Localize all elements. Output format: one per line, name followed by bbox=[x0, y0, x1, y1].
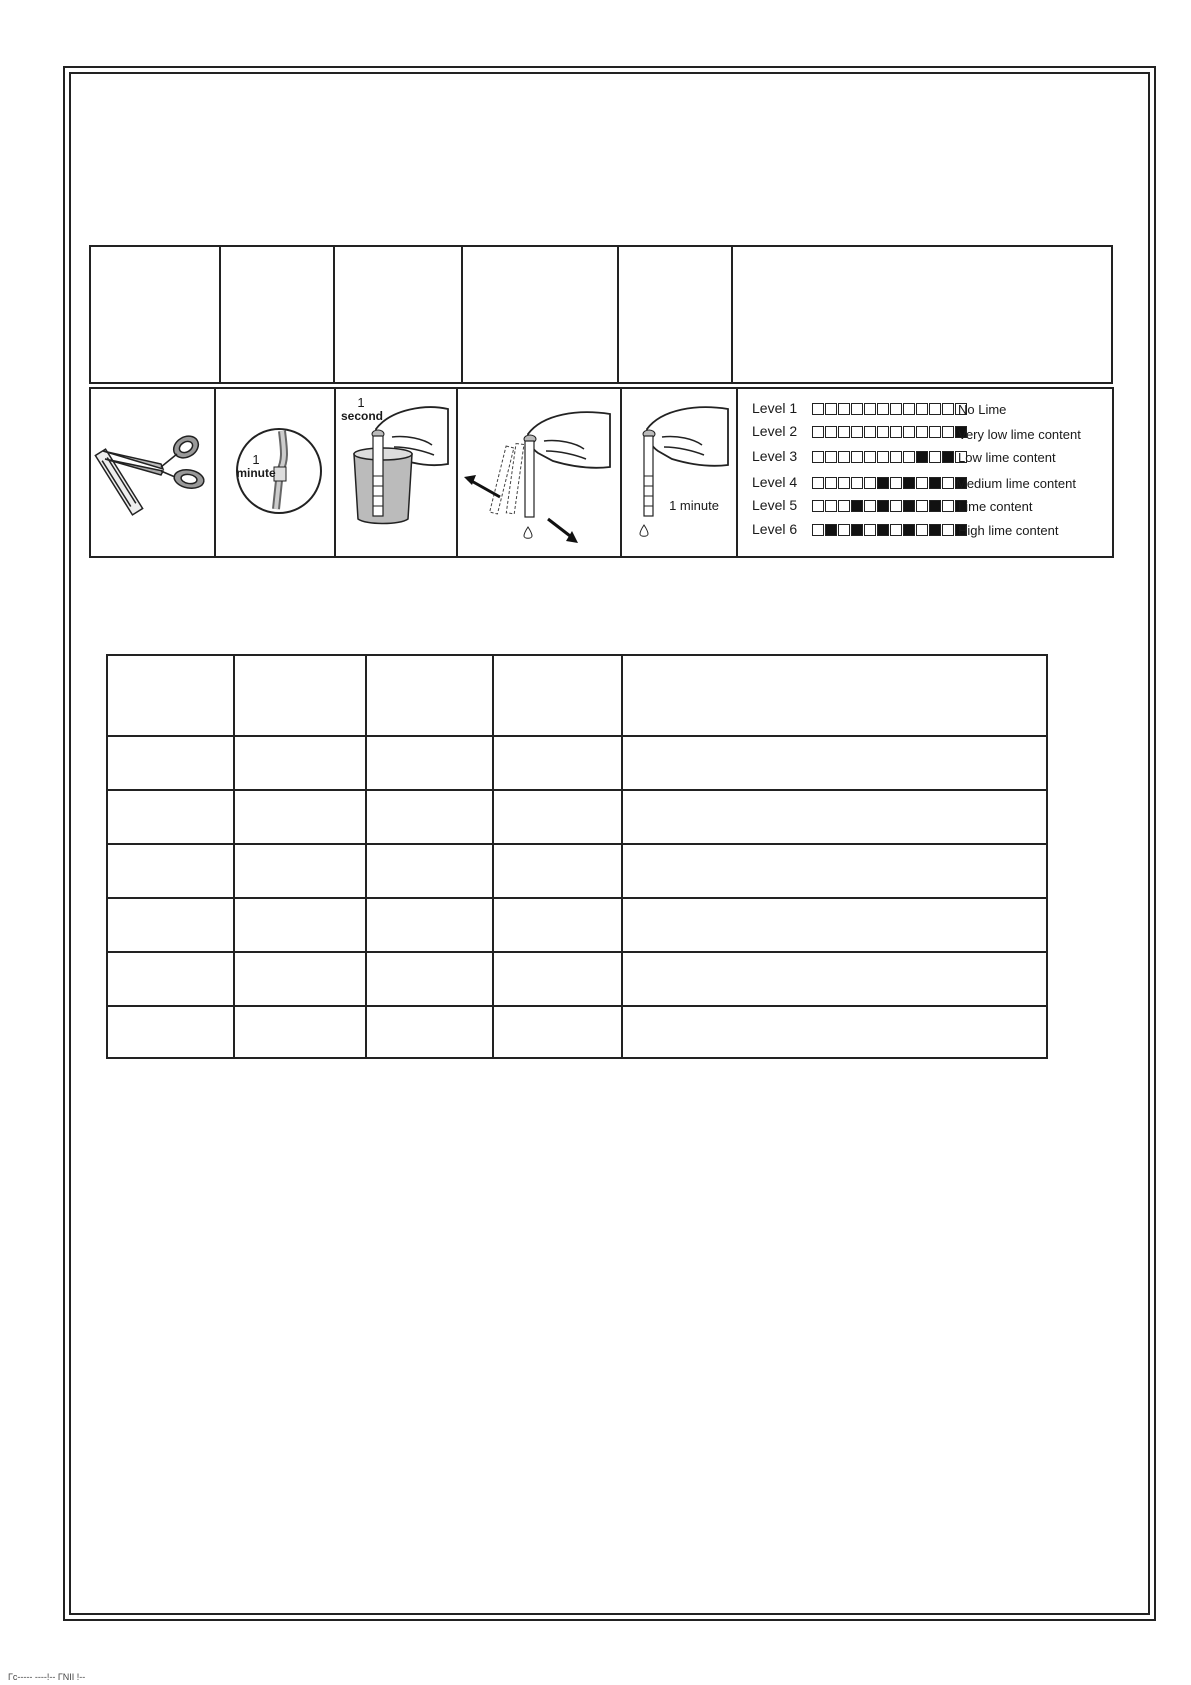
legend-block-empty bbox=[929, 426, 941, 438]
legend-block-empty bbox=[838, 403, 850, 415]
legend-level-label: Level 6 bbox=[752, 521, 798, 537]
step-soak-strip bbox=[216, 389, 334, 556]
legend-block-empty bbox=[851, 451, 863, 463]
legend-block-empty bbox=[812, 403, 824, 415]
legend-block-filled bbox=[929, 524, 941, 536]
legend-block-empty bbox=[864, 451, 876, 463]
step-soak-number: 1 bbox=[252, 452, 260, 467]
legend-block-empty bbox=[825, 403, 837, 415]
legend-block-empty bbox=[903, 426, 915, 438]
legend-level-label: Level 3 bbox=[752, 448, 798, 464]
legend-block-filled bbox=[877, 524, 889, 536]
legend-block-empty bbox=[825, 426, 837, 438]
legend-description: High lime content bbox=[958, 523, 1059, 538]
legend-block-filled bbox=[903, 500, 915, 512]
legend-block-filled bbox=[877, 500, 889, 512]
legend-block-empty bbox=[903, 451, 915, 463]
legend-block-filled bbox=[929, 500, 941, 512]
legend-block-empty bbox=[929, 451, 941, 463]
header-divider bbox=[617, 247, 619, 382]
step-dip-strip bbox=[336, 389, 456, 556]
legend-block-empty bbox=[916, 524, 928, 536]
legend-block-empty bbox=[864, 426, 876, 438]
hand-shake-icon bbox=[458, 389, 620, 556]
step-wait-strip bbox=[622, 389, 736, 556]
legend-block-empty bbox=[916, 500, 928, 512]
legend-block-empty bbox=[942, 403, 954, 415]
legend-description: Very low lime content bbox=[958, 427, 1081, 442]
legend-block-empty bbox=[812, 426, 824, 438]
legend-block-empty bbox=[916, 477, 928, 489]
legend-level-label: Level 4 bbox=[752, 474, 798, 490]
grid-row-divider bbox=[108, 1005, 1046, 1007]
legend-block-filled bbox=[942, 451, 954, 463]
legend-block-empty bbox=[864, 500, 876, 512]
legend-level-label: Level 2 bbox=[752, 423, 798, 439]
legend-block-empty bbox=[942, 500, 954, 512]
step-dip-unit: second bbox=[340, 409, 383, 423]
legend-block-empty bbox=[864, 477, 876, 489]
legend-block-empty bbox=[942, 524, 954, 536]
legend-block-empty bbox=[864, 524, 876, 536]
legend-block-filled bbox=[903, 524, 915, 536]
legend-blocks bbox=[812, 451, 968, 463]
legend-block-filled bbox=[929, 477, 941, 489]
grid-column-divider bbox=[621, 656, 623, 1057]
legend-block-filled bbox=[825, 524, 837, 536]
grid-column-divider bbox=[365, 656, 367, 1057]
legend-block-empty bbox=[851, 426, 863, 438]
legend-level-label: Level 5 bbox=[752, 497, 798, 513]
legend-block-empty bbox=[825, 451, 837, 463]
legend-block-empty bbox=[890, 500, 902, 512]
legend-block-empty bbox=[838, 524, 850, 536]
legend-block-filled bbox=[877, 477, 889, 489]
legend-block-empty bbox=[812, 451, 824, 463]
instruction-header-strip bbox=[89, 245, 1113, 384]
legend-level-label: Level 1 bbox=[752, 400, 798, 416]
legend-block-empty bbox=[877, 426, 889, 438]
legend-block-filled bbox=[851, 500, 863, 512]
legend-blocks bbox=[812, 426, 968, 438]
legend-block-empty bbox=[851, 403, 863, 415]
legend-block-empty bbox=[890, 426, 902, 438]
legend-block-filled bbox=[916, 451, 928, 463]
legend-block-empty bbox=[890, 477, 902, 489]
instruction-illustration-strip bbox=[89, 387, 1114, 558]
legend-block-empty bbox=[812, 500, 824, 512]
footer-text: Гс----- ----!-- ГNII !-- bbox=[8, 1672, 86, 1682]
legend-description: No Lime bbox=[958, 402, 1007, 417]
scissors-icon bbox=[91, 389, 214, 556]
step-cut-strip bbox=[91, 389, 214, 556]
grid-row-divider bbox=[108, 843, 1046, 845]
legend-block-empty bbox=[929, 403, 941, 415]
grid-row-divider bbox=[108, 789, 1046, 791]
legend-block-empty bbox=[825, 477, 837, 489]
lime-level-legend bbox=[738, 389, 1112, 556]
legend-block-empty bbox=[890, 403, 902, 415]
settings-grid-table bbox=[106, 654, 1048, 1059]
legend-block-empty bbox=[877, 451, 889, 463]
step-dip-number: 1 bbox=[357, 395, 365, 410]
legend-block-empty bbox=[812, 477, 824, 489]
legend-block-empty bbox=[825, 500, 837, 512]
legend-blocks bbox=[812, 403, 968, 415]
legend-description: Lime content bbox=[958, 499, 1033, 514]
legend-block-empty bbox=[916, 403, 928, 415]
legend-block-filled bbox=[851, 524, 863, 536]
legend-blocks bbox=[812, 477, 968, 489]
header-divider bbox=[219, 247, 221, 382]
header-divider bbox=[461, 247, 463, 382]
hand-hold-icon bbox=[622, 389, 736, 556]
legend-block-empty bbox=[890, 451, 902, 463]
step-wait-label: 1 minute bbox=[669, 498, 719, 513]
legend-description: Low lime content bbox=[958, 450, 1056, 465]
header-divider bbox=[333, 247, 335, 382]
legend-description: Medium lime content bbox=[956, 476, 1076, 491]
legend-block-empty bbox=[812, 524, 824, 536]
legend-block-empty bbox=[890, 524, 902, 536]
legend-block-empty bbox=[838, 426, 850, 438]
legend-block-empty bbox=[864, 403, 876, 415]
step-shake-strip bbox=[458, 389, 620, 556]
grid-row-divider bbox=[108, 897, 1046, 899]
grid-column-divider bbox=[492, 656, 494, 1057]
grid-column-divider bbox=[233, 656, 235, 1057]
legend-block-empty bbox=[838, 500, 850, 512]
legend-block-empty bbox=[877, 403, 889, 415]
legend-block-empty bbox=[838, 451, 850, 463]
header-divider bbox=[731, 247, 733, 382]
grid-row-divider bbox=[108, 735, 1046, 737]
legend-block-empty bbox=[838, 477, 850, 489]
legend-block-empty bbox=[942, 477, 954, 489]
legend-blocks bbox=[812, 500, 968, 512]
grid-row-divider bbox=[108, 951, 1046, 953]
legend-blocks bbox=[812, 524, 968, 536]
legend-block-filled bbox=[903, 477, 915, 489]
legend-block-empty bbox=[851, 477, 863, 489]
legend-block-empty bbox=[916, 426, 928, 438]
legend-block-empty bbox=[903, 403, 915, 415]
step-soak-unit: minute bbox=[236, 466, 276, 480]
legend-block-empty bbox=[942, 426, 954, 438]
